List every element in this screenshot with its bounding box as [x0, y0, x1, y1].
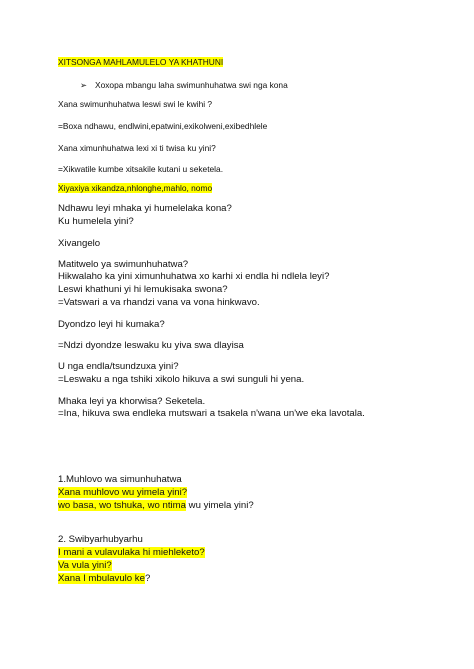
paragraph-setting-line-1: Ndhawu leyi mhaka yi humelelaka kona? [58, 203, 232, 214]
section-2-question-2-text: Va vula yini? [58, 560, 112, 571]
answer-advice: =Leswaku a nga tshiki xikolo hikuva a swi sunguli hi yena. [58, 374, 305, 385]
section-2-title: 2. Swibyarhubyarhu [58, 534, 143, 545]
question-lesson: Dyondzo leyi hi kumaka? [58, 319, 165, 330]
section-1-question-1-text: Xana muhlovo wu yimela yini? [58, 487, 188, 498]
paragraph-feelings-line-1: Matitwelo ya swimunhuhatwa? [58, 259, 189, 270]
paragraph-feelings-line-4: =Vatswari a va rhandzi vana va vona hinkwavo. [58, 297, 260, 308]
paragraph-setting-line-2: Ku humelela yini? [58, 216, 134, 227]
section-1-title: 1.Muhlovo wa simunhuhatwa [58, 474, 182, 485]
bullet-item: Xoxopa mbangu laha swimunhuhatwa swi nga kona [95, 80, 288, 90]
highlighted-observation-text: Xiyaxiya xikandza,nhlonghe,mahlo, nomo [58, 183, 213, 193]
answer-feeling: =Xikwatile kumbe xitsakile kutani u seketela. [58, 164, 224, 174]
document-title-text: XITSONGA MAHLAMULELO YA KHATHUNI [58, 57, 224, 67]
answer-convincing: =Ina, hikuva swa endleka mutswari a tsakela n'wana un'we eka lavotala. [58, 408, 365, 419]
section-2-question-3 [58, 573, 150, 585]
section-2-question-1-text: I mani a vulavulaka hi miehleketo? [58, 547, 205, 558]
question-convincing: Mhaka leyi ya khorwisa? Seketela. [58, 396, 206, 407]
question-advice: U nga endla/tsundzuxa yini? [58, 361, 179, 372]
paragraph-feelings-line-3: Leswi khathuni yi hi lemukisaka swona? [58, 284, 228, 295]
example-heading: Xivangelo [58, 238, 101, 249]
section-1-question-2 [58, 500, 254, 512]
arrow-bullet-icon: ➢ [80, 80, 88, 90]
section-1-question-2-rest: wu yimela yini? [185, 500, 254, 511]
document-title [58, 57, 223, 68]
section-2-question-2 [58, 560, 112, 572]
section-2-question-1 [58, 547, 205, 559]
highlighted-observation [58, 183, 212, 194]
section-2-question-3-highlight: Xana I mbulavulo ke [58, 573, 145, 584]
section-2-question-3-rest: ? [144, 573, 151, 584]
question-location: Xana swimunhuhatwa leswi swi le kwihi ? [58, 99, 213, 109]
paragraph-feelings-line-2: Hikwalaho ka yini ximunhuhatwa xo karhi xi endla hi ndlela leyi? [58, 271, 330, 282]
answer-lesson: =Ndzi dyondze leswaku ku yiva swa dlayisa [58, 340, 244, 351]
section-1-question-1 [58, 487, 187, 499]
question-feeling: Xana ximunhuhatwa lexi xi ti twisa ku yini? [58, 143, 216, 153]
section-1-question-2-highlight: wo basa, wo tshuka, wo ntima [58, 500, 186, 511]
answer-location: =Boxa ndhawu, endlwini,epatwini,exikolweni,exibedhlele [58, 121, 268, 131]
